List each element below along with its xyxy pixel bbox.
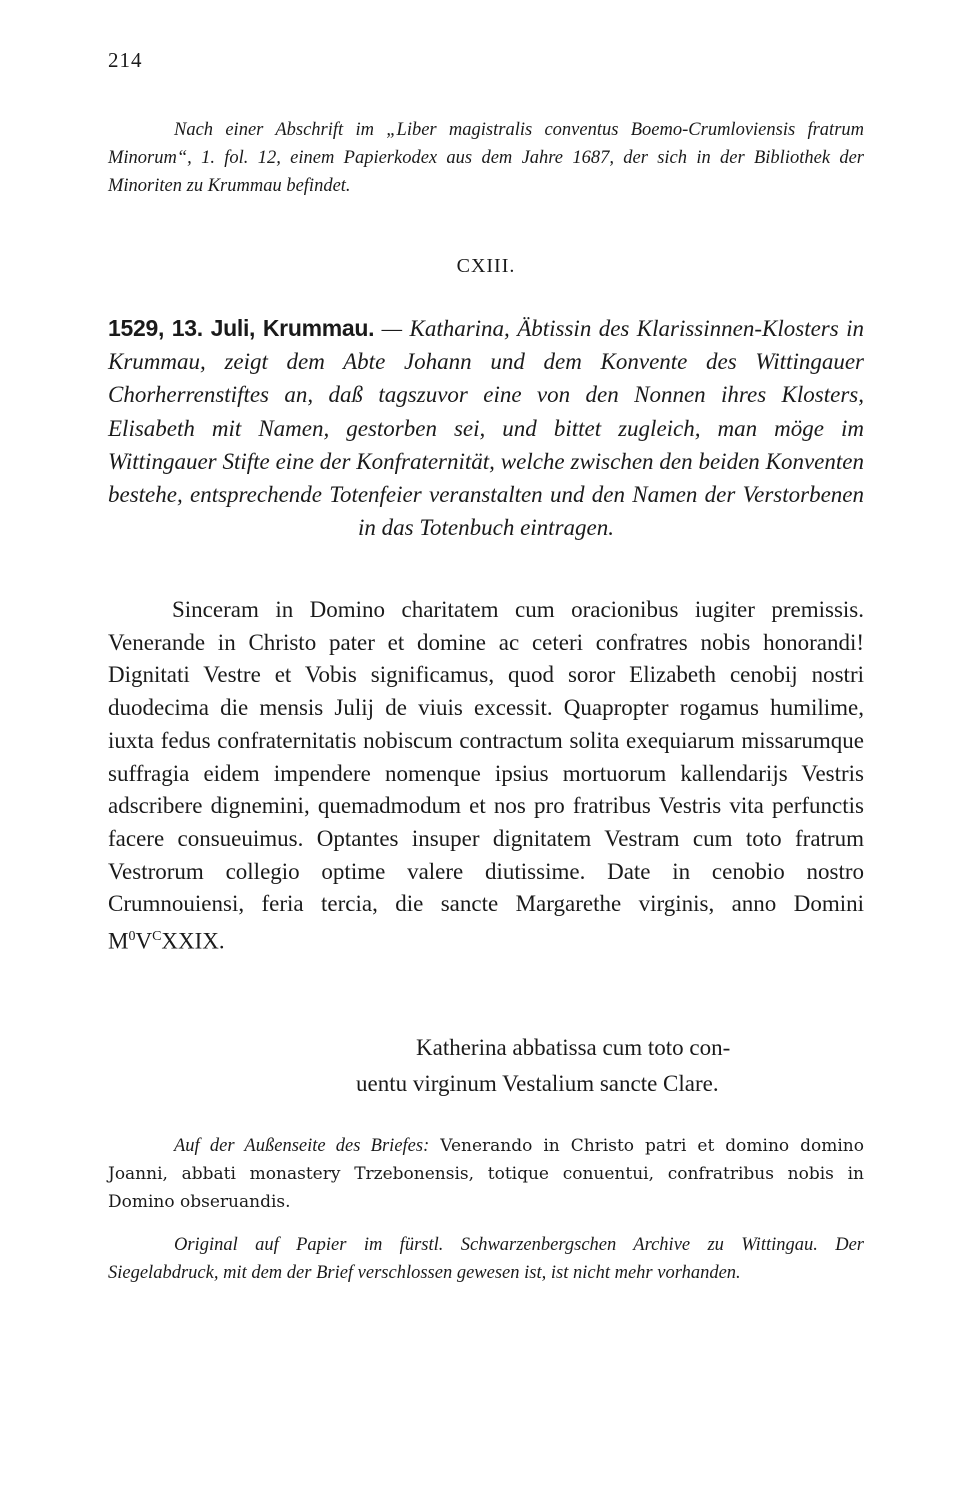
regest bbox=[108, 312, 864, 544]
address-note bbox=[108, 1132, 864, 1216]
letter-body bbox=[108, 594, 864, 958]
source-note-text: Nach einer Abschrift im „Liber magistralis conventus Boemo-Crumloviensis fratrum Minorum“, 1. fol. 12, einem Papierkodex aus dem Jahre 1687, der sich in der Bibliothek der Minoriten zu Krummau befindet. bbox=[108, 120, 864, 196]
document-number: CXIII. bbox=[456, 255, 516, 277]
regest-summary: — Katharina, Äbtissin des Klarissinnen-Klosters in Krummau, zeigt dem Abte Johann und dem Konvente des Wittingauer Chorherrenstiftes an, daß tagszuvor eine von den Nonnen ihres Klosters, Elisabeth mit Namen, gestorben sei, und bittet zugleich, man möge im Wittingauer Stifte eine der Konfraternität, welche zwischen den beiden Konventen bestehe, entsprechende Totenfeier veranstalten und den Namen der Verstorbenen in das Totenbuch eintragen. bbox=[108, 316, 864, 541]
letter-date-numeral-end: XXIX. bbox=[161, 928, 225, 954]
source-note bbox=[108, 116, 864, 200]
letter-date-superscript-1: 0 bbox=[128, 929, 136, 945]
signature bbox=[356, 1030, 864, 1102]
page-number: 214 bbox=[108, 48, 143, 72]
letter-date-numeral: V bbox=[135, 928, 153, 954]
original-note bbox=[108, 1231, 864, 1287]
regest-date-place: 1529, 13. Juli, Krummau. bbox=[108, 315, 375, 341]
original-note-text: Original auf Papier im fürstl. Schwarzenbergschen Archive zu Wittingau. Der Siegelabdruck, mit dem der Brief verschlossen gewesen ist, ist nicht mehr vorhanden. bbox=[108, 1235, 864, 1283]
address-lead: Auf der Außenseite des Briefes: bbox=[174, 1136, 430, 1156]
signature-line-1: Katherina abbatissa cum toto con- bbox=[416, 1035, 731, 1060]
signature-line-2: uentu virginum Vestalium sancte Clare. bbox=[356, 1071, 719, 1096]
document-page bbox=[108, 0, 864, 1494]
letter-date-superscript-2: C bbox=[152, 929, 162, 945]
address-text: Venerando in Christo patri et domino domino Joanni, abbati monastery Trzebonensis, totique conuentui, confratribus nobis in Domino obseruandis. bbox=[108, 1136, 864, 1212]
letter-body-text: Sinceram in Domino charitatem cum oracionibus iugiter premissis. Venerande in Christo pater et domine ac ceteri confratres nobis honorandi! Dignitati Vestre et Vobis significamus, quod soror Elizabeth cenobij nostri duodecima die mensis Julij de viuis excessit. Quapropter rogamus humilime, iuxta fedus confraternitatis nobiscum contractum solita exequiarum missarumque suffragia eidem impendere nomenque ipsius mortuorum kallendarijs Vestris adscribere dignemini, quemadmodum et nos pro fratribus Vestris vita perfunctis facere consueuimus. Optantes insuper dignitatem Vestram cum toto fratrum Vestrorum collegio optime valere diutissime. Date in cenobio nostro Crumnouiensi, feria tercia, die sancte Margarethe virginis, anno Domini M bbox=[108, 597, 864, 954]
